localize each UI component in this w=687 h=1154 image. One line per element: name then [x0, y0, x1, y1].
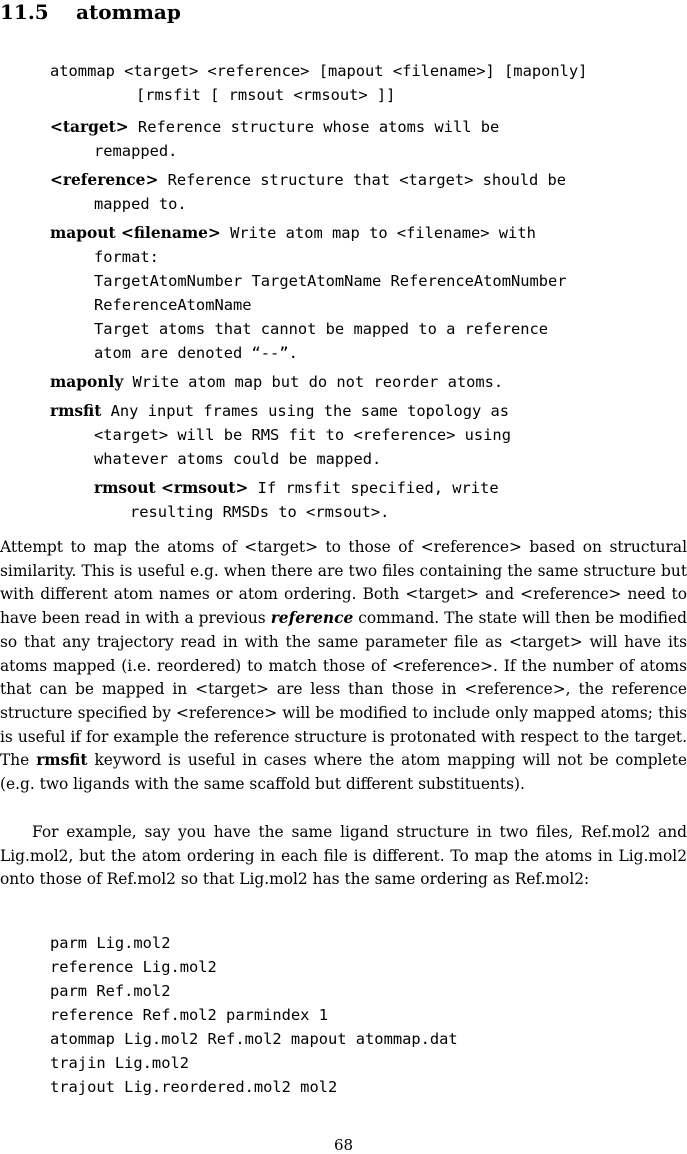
option-maponly [50, 371, 503, 393]
paragraph-text: command. The state will then be modified so that any trajectory read in with the same parameter file as <target> will have its atoms mapped (i.e. reordered) to match those of <reference>. If the number of atoms that can be mapped in <target> are less than those in <reference>, the reference structure specified by <reference> will be modified to include only mapped atoms; this is useful if for example the reference structure is protonated with respect to the target. The [0, 609, 687, 770]
option-desc: Any input frames using the same topology as [101, 402, 510, 420]
option-term: rmsout <rmsout> [94, 479, 249, 497]
example-paragraph: For example, say you have the same ligand structure in two files, Ref.mol2 and Lig.mol2, but the atom ordering in each file is different. To map the atoms in Lig.mol2 onto those of Ref.mol2 so that Lig.mol2 has the same ordering as Ref.mol2: [0, 823, 687, 889]
option-target-cont: remapped. [94, 142, 178, 160]
section-heading [0, 0, 181, 24]
option-term: <reference> [50, 171, 159, 189]
option-mapout-cont-1: format: [94, 248, 159, 266]
code-line: parm Ref.mol2 [50, 982, 171, 1000]
usage-line-1: atommap <target> <reference> [mapout <filename>] [maponly] [50, 62, 588, 80]
section-number: 11.5 [0, 0, 49, 24]
option-term: rmsfit [50, 402, 102, 420]
option-mapout-cont-4: Target atoms that cannot be mapped to a reference [94, 320, 549, 338]
code-line: atommap Lig.mol2 Ref.mol2 mapout atommap.dat [50, 1030, 458, 1048]
option-mapout [50, 222, 536, 244]
option-mapout-cont-3: ReferenceAtomName [94, 296, 252, 314]
option-rmsout-cont: resulting RMSDs to <rmsout>. [130, 503, 390, 521]
option-rmsfit [50, 400, 509, 422]
option-mapout-cont-2: TargetAtomNumber TargetAtomName ReferenceAtomNumber [94, 272, 567, 290]
usage-line-2: [rmsfit [ rmsout <rmsout> ]] [136, 86, 396, 104]
section-title: atommap [76, 0, 181, 24]
code-line: trajout Lig.reordered.mol2 mol2 [50, 1078, 338, 1096]
option-target [50, 116, 499, 138]
option-mapout-cont-5: atom are denoted “--”. [94, 344, 298, 362]
option-term: mapout <filename> [50, 224, 221, 242]
option-reference-cont: mapped to. [94, 195, 187, 213]
option-desc: Write atom map to <filename> with [220, 224, 536, 242]
option-rmsfit-cont-1: <target> will be RMS fit to <reference> using [94, 426, 511, 444]
option-desc: Reference structure whose atoms will be [128, 118, 500, 136]
paragraph-text: keyword is useful in cases where the atom mapping will not be complete (e.g. two ligands with the same scaffold but different substituents). [0, 751, 687, 794]
option-desc: Reference structure that <target> should be [158, 171, 567, 189]
paragraph-text: Attempt to map the atoms of <target> to those of <reference> based on structural similarity. This is useful e.g. when there are two files containing the same structure but with different atom names or atom ordering. Both <target> and <reference> need to have been read in with a previous [0, 538, 687, 628]
option-reference [50, 169, 566, 191]
option-rmsout [94, 477, 499, 499]
option-term: maponly [50, 373, 124, 391]
page-number: 68 [333, 1136, 354, 1154]
reference-command-link: reference [270, 609, 354, 628]
code-line: trajin Lig.mol2 [50, 1054, 189, 1072]
option-desc: If rmsfit specified, write [248, 479, 499, 497]
option-desc: Write atom map but do not reorder atoms. [123, 373, 504, 391]
option-term: <target> [50, 118, 129, 136]
code-line: reference Ref.mol2 parmindex 1 [50, 1006, 328, 1024]
code-line: reference Lig.mol2 [50, 958, 217, 976]
code-line: parm Lig.mol2 [50, 934, 171, 952]
rmsfit-keyword: rmsfit [36, 751, 88, 770]
description-paragraph [0, 536, 687, 797]
option-rmsfit-cont-2: whatever atoms could be mapped. [94, 450, 382, 468]
